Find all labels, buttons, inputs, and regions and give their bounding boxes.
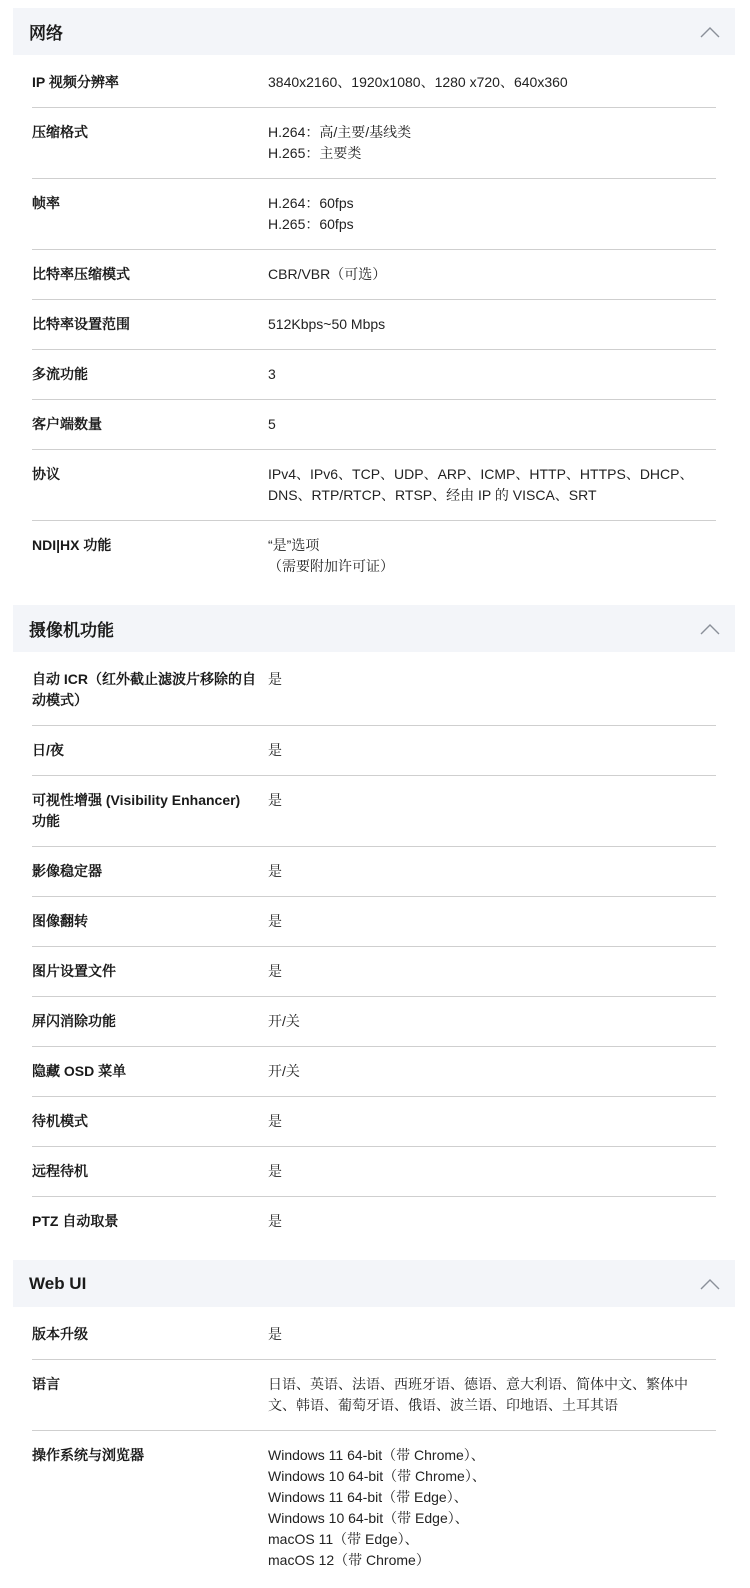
spec-row <box>32 250 716 300</box>
spec-value-line: H.265：60fps <box>268 216 354 232</box>
spec-row <box>32 1197 716 1246</box>
spec-label: 操作系统与浏览器 <box>32 1447 144 1463</box>
spec-value-line: 是 <box>268 863 282 879</box>
spec-value <box>268 1161 716 1182</box>
spec-label: 图片设置文件 <box>32 963 116 979</box>
spec-value-line: 是 <box>268 913 282 929</box>
spec-value <box>268 193 716 235</box>
spec-value-line: macOS 12（带 Chrome） <box>268 1552 430 1568</box>
spec-value <box>268 1061 716 1082</box>
spec-value-line: “是”选项 <box>268 537 320 553</box>
spec-row <box>32 300 716 350</box>
spec-label: 可视性增强 (Visibility Enhancer) 功能 <box>32 792 241 829</box>
spec-label: 影像稳定器 <box>32 863 102 879</box>
spec-section <box>0 605 750 1246</box>
spec-value-line: 开/关 <box>268 1013 300 1029</box>
spec-label: 屏闪消除功能 <box>32 1013 116 1029</box>
spec-value-line: H.264：60fps <box>268 195 354 211</box>
spec-list <box>32 652 716 1246</box>
spec-row <box>32 179 716 250</box>
spec-value-line: 是 <box>268 1326 282 1342</box>
spec-label: 协议 <box>32 466 60 482</box>
spec-row <box>32 58 716 108</box>
spec-value <box>268 1374 716 1416</box>
spec-row <box>32 897 716 947</box>
spec-value-line: IPv4、IPv6、TCP、UDP、ARP、ICMP、HTTP、HTTPS、DHCP、 <box>268 466 694 482</box>
spec-row <box>32 450 716 521</box>
section-header-toggle[interactable] <box>13 8 735 55</box>
spec-label: 比特率设置范围 <box>32 316 130 332</box>
spec-row <box>32 108 716 179</box>
spec-value-line: 是 <box>268 1213 282 1229</box>
spec-value-line: 是 <box>268 963 282 979</box>
spec-value-line: 是 <box>268 742 282 758</box>
spec-value-line: macOS 11（带 Edge）、 <box>268 1531 419 1547</box>
spec-value-line: 5 <box>268 416 276 432</box>
spec-value <box>268 1211 716 1232</box>
spec-value <box>268 1324 716 1345</box>
spec-row <box>32 726 716 776</box>
spec-value-line: Windows 10 64-bit（带 Chrome）、 <box>268 1468 486 1484</box>
section-title: 摄像机功能 <box>29 621 114 640</box>
spec-value <box>268 464 716 506</box>
spec-row <box>32 776 716 847</box>
spec-row <box>32 1047 716 1097</box>
spec-row <box>32 1310 716 1360</box>
spec-value-line: 是 <box>268 792 282 808</box>
spec-value <box>268 1445 716 1571</box>
chevron-up-icon[interactable] <box>699 622 721 636</box>
spec-value-line: DNS、RTP/RTCP、RTSP、经由 IP 的 VISCA、SRT <box>268 487 597 503</box>
spec-label: 远程待机 <box>32 1163 88 1179</box>
spec-row <box>32 1097 716 1147</box>
spec-value <box>268 740 716 761</box>
spec-label: PTZ 自动取景 <box>32 1213 119 1229</box>
spec-section <box>0 8 750 591</box>
spec-value-line: 是 <box>268 1163 282 1179</box>
spec-value <box>268 790 716 832</box>
spec-list <box>32 55 716 591</box>
spec-value-line: CBR/VBR（可选） <box>268 266 387 282</box>
spec-label: NDI|HX 功能 <box>32 537 112 553</box>
spec-label: 多流功能 <box>32 366 88 382</box>
spec-value <box>268 122 716 164</box>
spec-label: 压缩格式 <box>32 124 88 140</box>
spec-label: 待机模式 <box>32 1113 88 1129</box>
spec-section <box>0 1260 750 1585</box>
spec-label: 帧率 <box>32 195 60 211</box>
spec-label: 比特率压缩模式 <box>32 266 130 282</box>
chevron-up-icon[interactable] <box>699 25 721 39</box>
spec-value-line: 文、韩语、葡萄牙语、俄语、波兰语、印地语、土耳其语 <box>268 1397 618 1413</box>
section-header-toggle[interactable] <box>13 1260 735 1307</box>
spec-value-line: 512Kbps~50 Mbps <box>268 316 386 332</box>
spec-label: 日/夜 <box>32 742 64 758</box>
spec-value <box>268 861 716 882</box>
spec-value <box>268 961 716 982</box>
spec-row <box>32 350 716 400</box>
spec-value <box>268 535 716 577</box>
spec-row <box>32 1431 716 1585</box>
spec-label: IP 视频分辨率 <box>32 74 119 90</box>
spec-value-line: 开/关 <box>268 1063 300 1079</box>
spec-value <box>268 1011 716 1032</box>
spec-row <box>32 1360 716 1431</box>
spec-value-line: 日语、英语、法语、西班牙语、德语、意大利语、简体中文、繁体中 <box>268 1376 688 1392</box>
spec-row <box>32 997 716 1047</box>
spec-value <box>268 669 716 711</box>
spec-value-line: 是 <box>268 671 282 687</box>
spec-row <box>32 947 716 997</box>
spec-value-line: Windows 11 64-bit（带 Chrome）、 <box>268 1447 485 1463</box>
spec-value <box>268 72 716 93</box>
spec-value <box>268 1111 716 1132</box>
spec-label: 语言 <box>32 1376 60 1392</box>
spec-value <box>268 264 716 285</box>
spec-value-line: H.264：高/主要/基线类 <box>268 124 412 140</box>
chevron-up-icon[interactable] <box>699 1277 721 1291</box>
spec-value <box>268 414 716 435</box>
spec-row <box>32 400 716 450</box>
section-title: Web UI <box>29 1273 87 1293</box>
spec-value-line: Windows 10 64-bit（带 Edge）、 <box>268 1510 469 1526</box>
section-header-toggle[interactable] <box>13 605 735 652</box>
spec-value-line: 3840x2160、1920x1080、1280 x720、640x360 <box>268 74 568 90</box>
spec-label: 自动 ICR（红外截止滤波片移除的自动模式） <box>32 671 256 708</box>
spec-label: 隐藏 OSD 菜单 <box>32 1063 127 1079</box>
spec-label: 版本升级 <box>32 1326 88 1342</box>
spec-value <box>268 364 716 385</box>
spec-row <box>32 1147 716 1197</box>
spec-value-line: Windows 11 64-bit（带 Edge）、 <box>268 1489 468 1505</box>
spec-value <box>268 911 716 932</box>
spec-value-line: （需要附加许可证） <box>268 558 394 574</box>
spec-row <box>32 847 716 897</box>
spec-row <box>32 521 716 591</box>
spec-list <box>32 1307 716 1585</box>
spec-row <box>32 655 716 726</box>
spec-value-line: 是 <box>268 1113 282 1129</box>
spec-value <box>268 314 716 335</box>
spec-value-line: 3 <box>268 366 276 382</box>
spec-label: 客户端数量 <box>32 416 102 432</box>
section-title: 网络 <box>29 24 63 43</box>
spec-value-line: H.265：主要类 <box>268 145 362 161</box>
spec-label: 图像翻转 <box>32 913 88 929</box>
